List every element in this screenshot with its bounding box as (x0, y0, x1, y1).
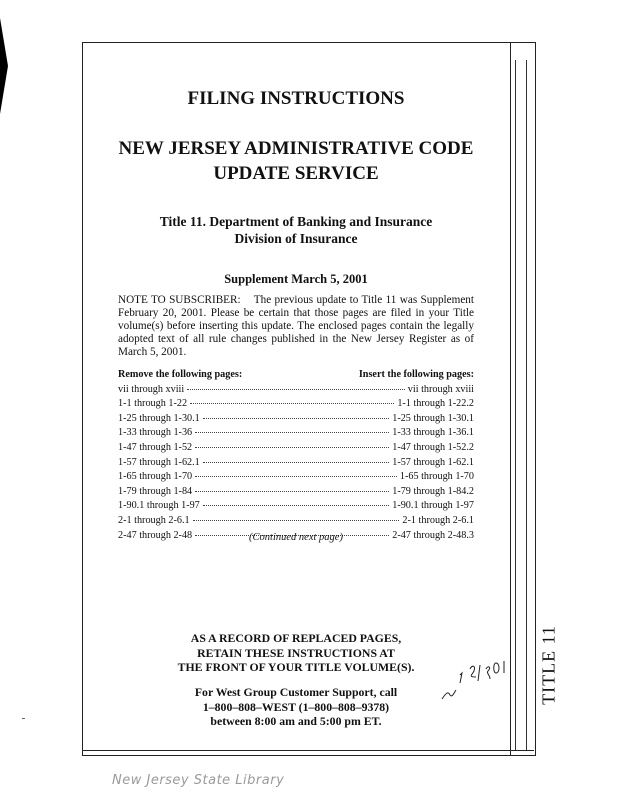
side-tab-text: TITLE 11 (538, 625, 559, 705)
title-line-1: Title 11. Department of Banking and Insurance (159, 214, 433, 229)
remove-cell: vii through xviii (118, 383, 185, 395)
bottom-rule (82, 750, 534, 751)
remove-cell: 1-47 through 1-52 (118, 441, 193, 453)
note-lead: NOTE TO SUBSCRIBER: (118, 294, 241, 306)
remove-cell: 1-25 through 1-30.1 (118, 412, 200, 424)
side-tab-label (540, 620, 558, 710)
remove-cell: 1-79 through 1-84 (118, 485, 193, 497)
remove-cell: 2-47 through 2-48 (118, 529, 193, 541)
code-title-line-2: UPDATE SERVICE (213, 163, 379, 184)
table-row (118, 427, 474, 442)
table-row (118, 471, 474, 486)
table-row (118, 398, 474, 413)
subscriber-note (118, 294, 474, 359)
remove-cell: 1-1 through 1-22 (118, 398, 188, 410)
supplement-date: Supplement March 5, 2001 (224, 272, 368, 286)
remove-cell: 2-1 through 2-6.1 (118, 514, 190, 526)
note-body: The previous update to Title 11 was Supplement February 20, 2001. Please be certain that those pages are filed in your Title volume(s) before inserting this update. The enclosed pages contain the legally adopted text of all rule changes published in the New Jersey Register as of March 5, 2001. (118, 294, 474, 358)
table-row (118, 413, 474, 428)
table-row (118, 384, 474, 399)
insert-cell: 1-25 through 1-30.1 (392, 412, 474, 424)
title-block (82, 213, 510, 247)
code-title (82, 136, 510, 186)
table-row (118, 486, 474, 501)
insert-cell: 1-79 through 1-84.2 (392, 485, 474, 497)
page-heading: FILING INSTRUCTIONS (187, 88, 405, 109)
insert-cell: 2-47 through 2-48.3 (392, 529, 474, 541)
remove-cell: 1-90.1 through 1-97 (118, 500, 200, 512)
scan-edge-mark (0, 18, 8, 114)
handwritten-date-signature (438, 655, 508, 705)
table-row (118, 515, 474, 530)
table-row (118, 442, 474, 457)
side-tab-inner-rule (515, 60, 527, 750)
support-line-2: 1–800–808–WEST (1–800–808–9378) (202, 699, 390, 714)
record-line-2: RETAIN THESE INSTRUCTIONS AT (197, 645, 395, 660)
remove-header: Remove the following pages: (118, 369, 243, 380)
insert-cell: 1-47 through 1-52.2 (392, 441, 474, 453)
insert-cell: vii through xviii (407, 383, 474, 395)
table-row (118, 500, 474, 515)
library-stamp: New Jersey State Library (112, 773, 285, 788)
insert-cell: 1-33 through 1-36.1 (392, 427, 474, 439)
pages-table (118, 369, 474, 544)
insert-cell: 1-1 through 1-22.2 (397, 398, 474, 410)
code-title-line-1: NEW JERSEY ADMINISTRATIVE CODE (118, 138, 474, 159)
insert-cell: 2-1 through 2-6.1 (402, 514, 474, 526)
insert-cell: 1-90.1 through 1-97 (392, 500, 474, 512)
title-line-2: Division of Insurance (234, 231, 358, 246)
remove-cell: 1-57 through 1-62.1 (118, 456, 200, 468)
table-header (118, 369, 474, 384)
insert-cell: 1-65 through 1-70 (399, 471, 474, 483)
remove-cell: 1-65 through 1-70 (118, 471, 193, 483)
insert-header: Insert the following pages: (358, 369, 474, 380)
support-line-1: For West Group Customer Support, call (194, 685, 398, 699)
table-row (118, 457, 474, 472)
scan-speck (22, 718, 25, 719)
record-line-3: THE FRONT OF YOUR TITLE VOLUME(S). (177, 660, 415, 674)
record-line-1: AS A RECORD OF REPLACED PAGES, (190, 631, 402, 645)
insert-cell: 1-57 through 1-62.1 (392, 456, 474, 468)
remove-cell: 1-33 through 1-36 (118, 427, 193, 439)
support-line-3: between 8:00 am and 5:00 pm ET. (210, 714, 382, 728)
continued-note: (Continued next page) (249, 532, 343, 543)
